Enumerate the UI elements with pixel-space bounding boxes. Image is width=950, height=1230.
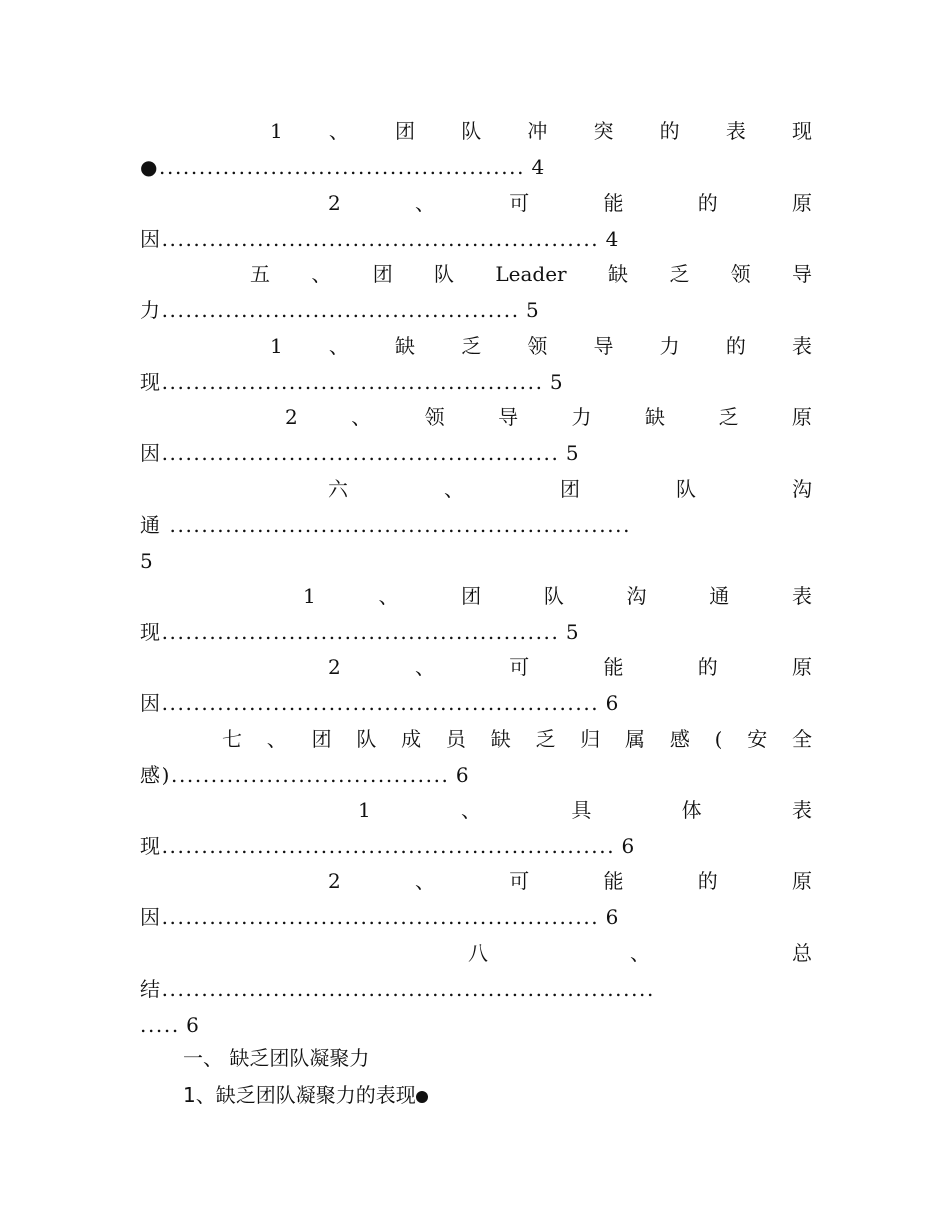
toc-token: 、 [328, 119, 349, 143]
toc-token: 团 [560, 477, 580, 501]
section-heading: 一、 缺乏团队凝聚力 [183, 1046, 370, 1070]
toc-dot-leader: 现................................................ [140, 370, 544, 394]
toc-dot-leader: 力............................................. [140, 298, 520, 322]
toc-dot-leader: 通 .......................................................... [140, 513, 632, 537]
toc-entry-title [140, 866, 812, 896]
toc-token: 缺 [645, 405, 665, 429]
toc-token: 的 [697, 869, 718, 893]
toc-token: 队 [676, 477, 696, 501]
toc-token: 队 [461, 119, 482, 143]
toc-token: 原 [791, 405, 812, 429]
toc-dot-leader: 因....................................................... [140, 691, 600, 715]
toc-dot-leader: 感)................................... [140, 763, 450, 787]
toc-token: 具 [571, 798, 592, 822]
toc-token: 总 [792, 941, 812, 965]
toc-token: 体 [681, 798, 702, 822]
toc-token: 、 [414, 655, 435, 679]
toc-token: 表 [791, 584, 812, 608]
toc-entry-page-line [140, 1010, 812, 1040]
toc-entry-leader [140, 688, 812, 718]
toc-page-number: 6 [605, 691, 619, 715]
toc-token: 、 [630, 941, 650, 965]
toc-page-number: 4 [605, 227, 619, 251]
toc-token: 归 [580, 727, 601, 751]
toc-token: 、 [311, 262, 332, 286]
toc-token: 队 [543, 584, 564, 608]
toc-token: Leader [495, 262, 567, 286]
toc-token: 1 [270, 334, 283, 358]
toc-token: 、 [414, 869, 435, 893]
toc-token: 2 [285, 405, 298, 429]
toc-token: 属 [625, 727, 646, 751]
toc-token: 缺 [607, 262, 628, 286]
toc-entry-page-line [140, 546, 812, 576]
toc-page-number: 6 [186, 1013, 199, 1037]
toc-token: 冲 [527, 119, 548, 143]
toc-token: 沟 [792, 477, 812, 501]
toc-token: 队 [434, 262, 455, 286]
toc-page-number: 5 [565, 620, 579, 644]
toc-token: 可 [509, 869, 530, 893]
toc-token: 八 [468, 941, 488, 965]
toc-token: 能 [603, 655, 624, 679]
toc-page-number: 5 [140, 549, 153, 573]
toc-token: 力 [571, 405, 592, 429]
toc-token: 能 [603, 191, 624, 215]
toc-token: 安 [747, 727, 768, 751]
toc-entry-leader [140, 224, 812, 254]
toc-token: 能 [603, 869, 624, 893]
toc-token: 领 [424, 405, 445, 429]
toc-entry-title [140, 259, 812, 289]
toc-entry-leader [140, 367, 812, 397]
toc-token: 2 [328, 655, 341, 679]
toc-token: 团 [395, 119, 416, 143]
toc-token: 1 [303, 584, 316, 608]
toc-token: 团 [372, 262, 393, 286]
toc-token: 领 [527, 334, 548, 358]
toc-token: 、 [378, 584, 399, 608]
toc-dot-leader: 现.................................................. [140, 620, 560, 644]
toc-page-number: 5 [565, 441, 579, 465]
toc-token: 、 [266, 727, 287, 751]
toc-token: 、 [444, 477, 464, 501]
toc-token: 导 [792, 262, 812, 286]
toc-token: 表 [791, 334, 812, 358]
toc-dot-leader: 因....................................................... [140, 905, 600, 929]
toc-token: 七 [222, 727, 242, 751]
toc-token: 可 [509, 191, 530, 215]
toc-dot-leader: 现......................................................... [140, 834, 616, 858]
toc-token: 员 [445, 727, 466, 751]
toc-token: 1 [358, 798, 371, 822]
toc-dot-leader-continued: ..... [140, 1013, 180, 1037]
subsection-heading [183, 1080, 428, 1110]
toc-token: 沟 [626, 584, 647, 608]
toc-token: 的 [697, 655, 718, 679]
toc-page-number: 6 [605, 905, 619, 929]
toc-token: 现 [791, 119, 812, 143]
toc-token: 可 [509, 655, 530, 679]
toc-token: 队 [356, 727, 377, 751]
toc-token: 表 [725, 119, 746, 143]
toc-token: 成 [401, 727, 422, 751]
toc-entry-title [140, 116, 812, 146]
toc-token: 导 [593, 334, 614, 358]
toc-entry-leader [140, 152, 812, 182]
toc-entry-leader [140, 831, 812, 861]
toc-token: 1 [270, 119, 283, 143]
toc-token: 缺 [490, 727, 511, 751]
toc-token: 、 [414, 191, 435, 215]
toc-token: 的 [697, 191, 718, 215]
toc-entry-leader [140, 295, 812, 325]
toc-token: ( [714, 727, 723, 751]
toc-entry-title [140, 331, 812, 361]
toc-entry-title [140, 938, 812, 968]
toc-token: 表 [791, 798, 812, 822]
toc-page-number: 6 [621, 834, 635, 858]
subsection-heading-text: 1、缺乏团队凝聚力的表现 [183, 1083, 416, 1107]
toc-token: 通 [709, 584, 730, 608]
toc-entry-leader [140, 974, 812, 1004]
toc-entry-title [140, 652, 812, 682]
toc-token: 乏 [669, 262, 690, 286]
toc-page-number: 5 [526, 298, 539, 322]
toc-dot-leader: 因....................................................... [140, 227, 600, 251]
toc-token: 团 [461, 584, 482, 608]
toc-dot-leader: 结.............................................................. [140, 977, 655, 1001]
toc-dot-leader: ●.............................................. [140, 155, 526, 179]
toc-dot-leader: 因.................................................. [140, 441, 560, 465]
toc-entry-leader [140, 438, 812, 468]
toc-entry-leader [140, 760, 812, 790]
toc-entry-title [140, 474, 812, 504]
toc-token: 2 [328, 191, 341, 215]
toc-token: 、 [351, 405, 372, 429]
toc-token: 五 [250, 262, 270, 286]
toc-token: 原 [791, 869, 812, 893]
toc-token: 2 [328, 869, 341, 893]
toc-token: 全 [791, 727, 812, 751]
toc-entry-leader [140, 510, 812, 540]
toc-entry-title [140, 581, 812, 611]
toc-token: 的 [659, 119, 680, 143]
toc-token: 感 [669, 727, 690, 751]
toc-token: 突 [593, 119, 614, 143]
toc-entry-title [140, 724, 812, 754]
toc-token: 团 [311, 727, 332, 751]
toc-entry-title [140, 402, 812, 432]
bullet-icon [416, 1091, 428, 1103]
toc-token: 乏 [461, 334, 482, 358]
toc-token: 、 [461, 798, 482, 822]
toc-token: 力 [659, 334, 680, 358]
toc-entry-title [140, 795, 812, 825]
toc-token: 六 [328, 477, 348, 501]
toc-token: 导 [498, 405, 519, 429]
toc-entry-leader [140, 902, 812, 932]
toc-token: 乏 [718, 405, 739, 429]
toc-page-number: 6 [455, 763, 469, 787]
toc-token: 乏 [535, 727, 556, 751]
toc-entry-title [140, 188, 812, 218]
toc-token: 领 [730, 262, 751, 286]
toc-token: 的 [725, 334, 746, 358]
toc-token: 、 [328, 334, 349, 358]
toc-page-number: 4 [531, 155, 545, 179]
toc-entry-leader [140, 617, 812, 647]
toc-token: 缺 [395, 334, 416, 358]
toc-page-number: 5 [549, 370, 563, 394]
toc-token: 原 [791, 655, 812, 679]
toc-token: 原 [791, 191, 812, 215]
